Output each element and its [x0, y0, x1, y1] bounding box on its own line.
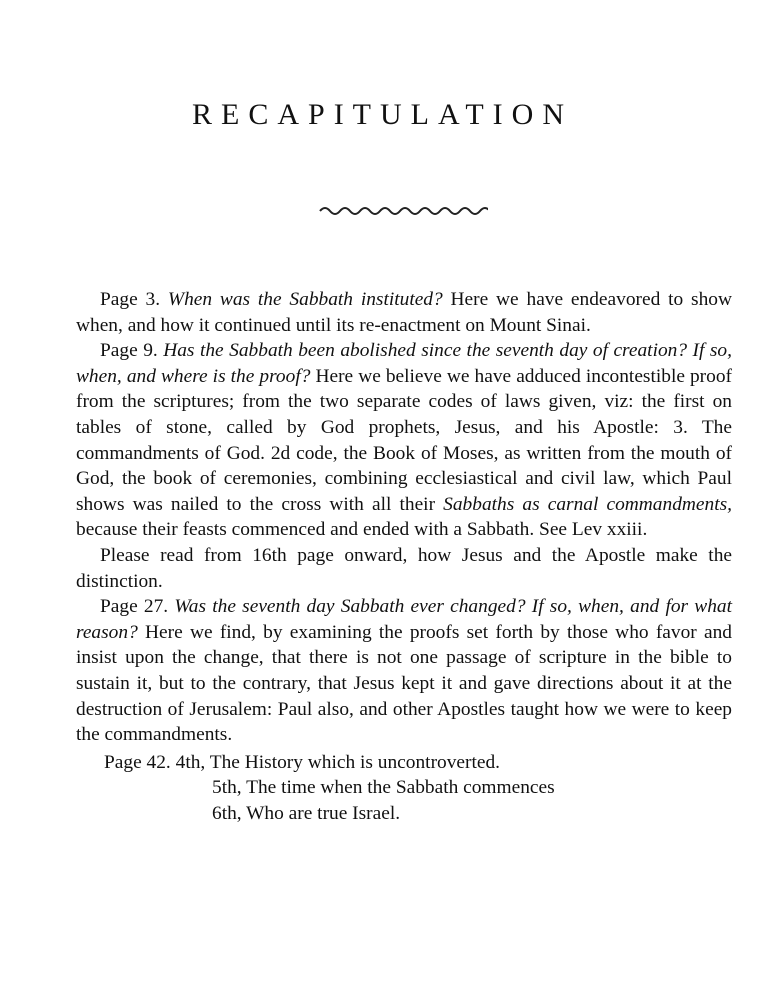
answer-text: Here we have endeavored to show when, and how it continued until its re-enactment on Mount Sinai.	[76, 289, 732, 336]
question-text: When was the Sabbath instituted?	[167, 289, 443, 310]
answer-text: Here we believe we have adduced incontestible proof from the scriptures; from the two separate codes of laws given, viz: the first on tables of stone, called by God prophets, Jesus, and his Apostle: 3. The commandments of God. 2d code, the Book of Moses, as written from the mouth of God, the book of ceremonies, combining ecclesiastical and civil law, which Paul shows was nailed to the cross with all their	[76, 365, 732, 515]
page-title: RECAPITULATION	[192, 98, 573, 131]
question-text: Was the seventh day Sabbath ever changed? If so, when, and for what reason?	[76, 596, 733, 643]
page-reference: Page 3.	[100, 289, 161, 310]
answer-text: Here we find, by examining the proofs set forth by those who favor and insist upon the change, that there is not one passage of scripture in the bible to sustain it, but to the contrary, that Jesus kept it and gave directions about it at the destruction of Jerusalem: Paul also, and other Apostles taught how we were to keep the commandments.	[76, 621, 732, 746]
list-item	[104, 775, 732, 801]
question-text: Has the Sabbath been abolished since the seventh day of creation? If so, when, and where is the proof?	[76, 340, 732, 387]
list-item-text: 6th, Who are true Israel.	[212, 802, 401, 824]
list-item	[104, 801, 732, 827]
paragraph-page-9	[76, 338, 732, 543]
answer-text: Please read from 16th page onward, how Jesus and the Apostle make the distinction.	[76, 544, 732, 592]
answer-text-continued: because their feasts commenced and ended with a Sabbath. See Lev xxiii.	[76, 519, 648, 541]
ornament-wave	[320, 208, 488, 214]
page-reference: Page 9.	[100, 340, 158, 362]
paragraph-please-read	[76, 543, 732, 594]
list-item-text: 5th, The time when the Sabbath commences	[212, 777, 555, 799]
ornament-divider	[318, 200, 488, 220]
summary-list	[104, 750, 732, 827]
body-text	[76, 287, 732, 826]
list-item-text: 4th, The History which is uncontroverted.	[175, 751, 501, 773]
page-reference: Page 42.	[104, 751, 171, 773]
italic-phrase: Sabbaths as carnal commandments,	[443, 493, 732, 515]
paragraph-page-27	[76, 594, 732, 748]
paragraph-page-3	[76, 287, 732, 338]
list-item	[104, 750, 732, 776]
page-reference: Page 27.	[100, 596, 169, 618]
